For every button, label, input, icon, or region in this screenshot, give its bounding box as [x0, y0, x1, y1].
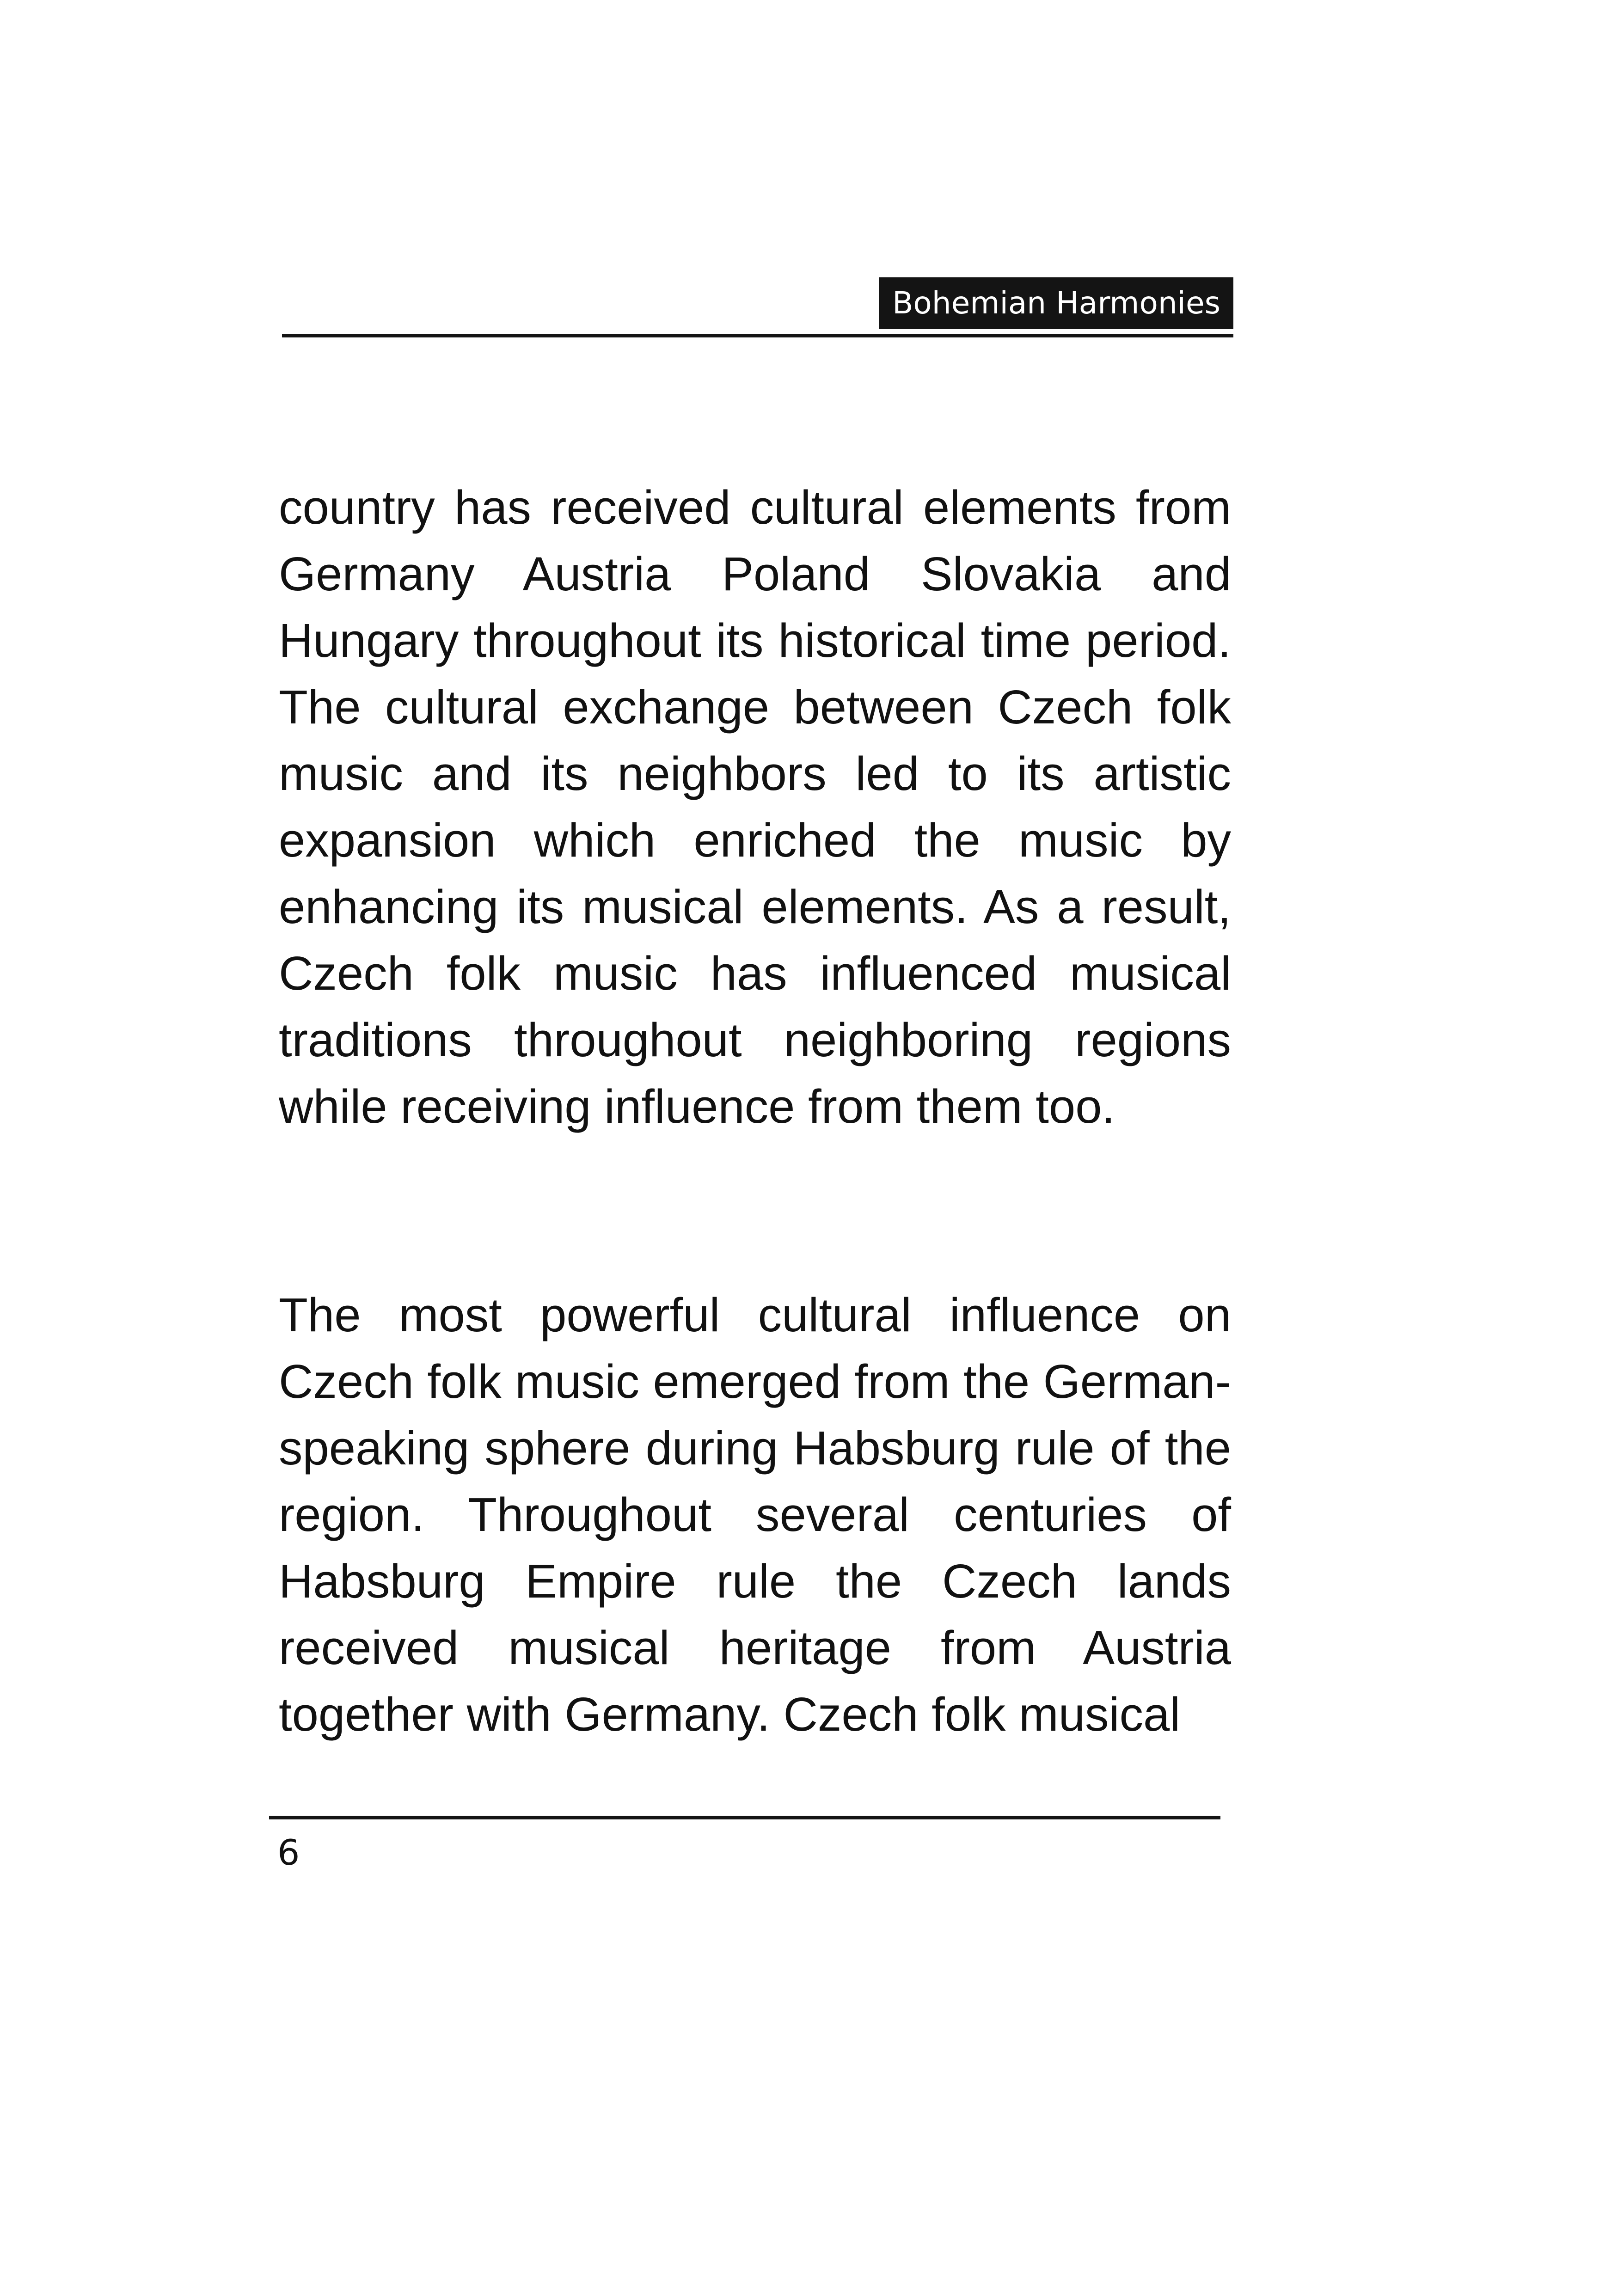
running-header-title: Bohemian Harmonies [879, 277, 1233, 329]
header-divider [282, 334, 1233, 337]
body-paragraph-1: country has received cultural elements from Germany Austria Poland Slovakia and Hungary throughout its historical time period. The cultural exchange between Czech folk music and its neighbors led to its artistic expansion which enriched the music by enhancing its musical elements. As a result, Czech folk music has influenced musical traditions throughout neighboring regions while receiving influence from them too. [279, 481, 1231, 1133]
page-number: 6 [277, 1832, 300, 1873]
footer-divider [269, 1816, 1220, 1819]
body-paragraph-2: The most powerful cultural influence on Czech folk music emerged from the German-speaking sphere during Habsburg rule of the region. Throughout several centuries of Habsburg Empire rule the Czech lands received musical heritage from Austria together with Germany. Czech folk musical [279, 1288, 1231, 1741]
